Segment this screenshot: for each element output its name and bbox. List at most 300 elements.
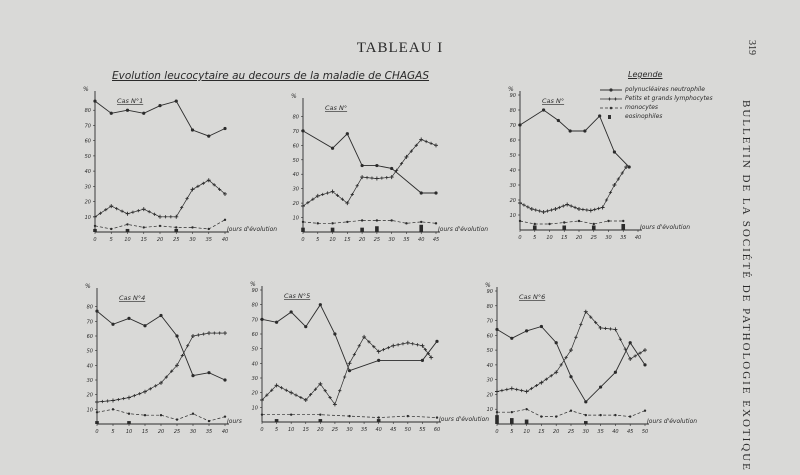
x-tick-label: 35 [403,237,410,243]
y-tick-label: 80 [251,302,258,309]
neutrophil-point [555,341,558,344]
y-tick-label: 60 [251,332,258,338]
lymphocyte-point [530,207,534,211]
lymphocyte-mark [558,206,561,209]
y-tick-label: 60 [486,333,493,340]
monocyte-point [224,415,226,417]
neutrophil-point [518,123,521,126]
x-tick-label: 30 [346,427,353,433]
lymphocyte-mark [638,351,641,354]
x-tick-label: 5 [316,237,320,243]
x-tick-label: 15 [140,237,147,243]
eosinophil-bar [174,229,178,232]
lymphocyte-point [628,357,632,361]
monocyte-point [390,219,392,221]
monocyte-point [175,226,177,228]
lymphocyte-mark [115,207,118,210]
lymphocyte-point [518,201,522,205]
x-tick-label: 10 [124,237,131,243]
lymphocyte-mark [285,389,288,392]
neutrophil-point [495,328,498,331]
chart-4 [85,283,242,435]
neutrophil-point [643,363,646,366]
y-unit-label: % [85,283,91,290]
neutrophil-point [111,323,114,326]
lymphocyte-point [111,399,115,403]
eosinophil-bar [275,419,279,422]
lymphocyte-mark [546,209,549,212]
lymphocyte-mark [106,399,109,402]
monocyte-point [144,414,146,416]
y-unit-label: % [83,86,89,93]
neutrophil-point [304,325,307,328]
monocyte-point [540,415,542,417]
monocyte-point [519,220,521,222]
chart-3 [508,86,690,241]
y-tick-label: 40 [251,361,258,368]
lymphocyte-mark [294,394,297,397]
neutrophil-point [420,191,423,194]
lymphocyte-mark [530,387,533,390]
y-tick-label: 60 [509,138,516,144]
x-tick-label: 20 [575,235,583,241]
y-tick-label: 70 [84,123,91,130]
y-tick-label: 50 [486,348,493,355]
lymphocyte-mark [338,389,341,392]
lymphocyte-point [95,400,99,404]
neutrophil-line [520,110,629,167]
x-tick-label: 35 [205,237,212,243]
chart-title: Cas N°6 [519,293,546,301]
lymphocyte-mark [550,208,553,211]
y-tick-label: 50 [86,348,93,355]
chart-title: Cas N° [542,97,565,105]
lymphocyte-mark [387,346,390,349]
lymphocyte-point [93,215,97,219]
y-tick-label: 20 [292,201,299,208]
monocyte-point [496,411,498,413]
monocyte-point [614,414,616,416]
neutrophil-point [223,127,226,130]
lymphocyte-point [126,212,130,216]
lymphocyte-point [348,361,352,365]
y-tick-label: 80 [509,108,516,114]
monocyte-point [361,219,363,221]
monocyte-point [607,220,609,222]
eosinophil-bar [584,421,588,424]
x-tick-label: 15 [538,429,545,435]
monocyte-point [208,228,210,230]
neutrophil-point [319,303,322,306]
neutrophil-point [207,135,210,138]
monocyte-point [143,226,145,228]
eosinophil-bar [419,225,423,232]
x-tick-label: 10 [546,235,553,241]
monocyte-point [96,411,98,413]
monocyte-point [224,219,226,221]
neutrophil-point [390,167,393,170]
neutrophil-point [95,309,98,312]
y-tick-label: 10 [509,213,516,219]
neutrophil-point [557,119,560,122]
lymphocyte-mark [213,331,216,334]
neutrophil-point [629,341,632,344]
y-tick-label: 30 [292,186,299,193]
y-unit-label: % [250,281,256,288]
lymphocyte-mark [573,206,576,209]
monocyte-point [176,418,178,420]
neutrophil-point [223,378,226,381]
y-tick-label: 60 [86,334,93,340]
lymphocyte-mark [429,142,432,145]
monocyte-point [191,226,193,228]
lymphocyte-point [613,327,617,331]
x-note-label: Jours d'évolution [227,226,278,233]
neutrophil-point [301,129,304,132]
x-tick-label: 0 [93,237,97,243]
monocyte-point [317,222,319,224]
lymphocyte-mark [131,211,134,214]
neutrophil-point [93,99,96,102]
lymphocyte-mark [149,387,152,390]
monocyte-point [290,413,292,415]
lymphocyte-mark [202,182,205,185]
y-tick-label: 20 [486,392,493,399]
eosinophil-bar [301,228,305,232]
lymphocyte-point [174,215,178,219]
y-tick-label: 70 [486,318,493,325]
neutrophil-point [377,359,380,362]
chart-1 [83,86,277,243]
monocyte-point [525,408,527,410]
lymphocyte-mark [137,209,140,212]
lymphocyte-mark [280,386,283,389]
eosinophil-bar [525,420,529,424]
x-tick-label: 50 [404,427,412,433]
neutrophil-point [421,359,424,362]
neutrophil-point [599,385,602,388]
lymphocyte-mark [358,344,361,347]
y-tick-label: 70 [86,319,93,326]
monocyte-point [376,219,378,221]
legend-label: monocytes [625,104,659,111]
x-tick-label: 20 [157,429,165,435]
page-number: 319 [746,40,757,55]
lymphocyte-line [95,180,225,217]
y-tick-label: 40 [86,363,93,370]
lymphocyte-mark [326,191,329,194]
lymphocyte-mark [522,203,525,206]
neutrophil-point [435,340,438,343]
x-note-label: Jours d'évolution [640,224,691,231]
neutrophil-point [583,129,586,132]
lymphocyte-mark [351,193,354,196]
lymphocyte-point [207,331,211,335]
y-tick-label: 10 [251,405,258,412]
x-tick-label: 30 [189,237,196,243]
lymphocyte-point [360,175,364,179]
x-tick-label: 10 [523,429,530,435]
lymphocyte-mark [604,327,607,330]
neutrophil-point [569,129,572,132]
y-tick-label: 50 [84,153,91,160]
x-tick-label: 40 [634,235,642,241]
lymphocyte-mark [370,176,373,179]
y-tick-label: 60 [292,143,299,150]
x-tick-label: 0 [495,429,499,435]
chart-2 [291,93,488,243]
lymphocyte-mark [574,336,577,339]
x-tick-label: 0 [260,427,264,433]
neutrophil-line [303,131,436,193]
lymphocyte-mark [526,205,529,208]
y-tick-label: 40 [84,169,91,176]
lymphocyte-mark [520,389,523,392]
y-tick-label: 20 [251,390,258,397]
monocyte-point [622,220,624,222]
eosinophil-bar [495,415,499,424]
x-tick-label: 5 [274,427,279,433]
monocyte-point [563,221,565,223]
x-tick-label: 30 [189,429,197,435]
lymphocyte-point [589,209,593,213]
monocyte-point [578,220,580,222]
lymphocyte-point [565,203,569,207]
monocyte-point [94,225,96,227]
eosinophil-bar [375,226,379,232]
monocyte-point [585,414,587,416]
monocyte-point [405,222,407,224]
x-tick-label: 60 [433,427,441,433]
lymphocyte-mark [397,343,400,346]
monocyte-point [126,223,128,225]
y-tick-label: 40 [292,172,299,179]
chart-6 [485,282,697,435]
lymphocyte-mark [343,375,346,378]
lymphocyte-mark [154,384,157,387]
lymphocyte-mark [148,210,151,213]
table-subtitle: Evolution leucocytaire au decours de la maladie de CHAGAS [112,70,430,82]
lymphocyte-mark [581,208,584,211]
lymphocyte-mark [605,198,608,201]
y-tick-label: 90 [251,288,258,294]
lymphocyte-point [525,389,529,393]
lymphocyte-mark [117,398,120,401]
lymphocyte-point [375,177,379,181]
monocyte-point [435,222,437,224]
x-note-label: Jours d'évolution [647,418,698,425]
eosinophil-bar [562,226,566,231]
monocyte-point [331,222,333,224]
neutrophil-point [361,164,364,167]
lymphocyte-point [142,207,146,211]
monocyte-point [436,416,438,418]
chart-title: Cas N° [325,104,348,112]
monocyte-point [593,223,595,225]
lymphocyte-mark [380,176,383,179]
y-tick-label: 70 [509,123,516,129]
x-tick-label: 25 [567,429,575,435]
lymphocyte-mark [579,323,582,326]
lymphocyte-mark [535,384,538,387]
x-tick-label: 45 [627,429,634,435]
monocyte-point [599,414,601,416]
lymphocyte-mark [365,176,368,179]
x-tick-label: 40 [221,237,229,243]
y-tick-label: 20 [84,199,91,206]
lymphocyte-point [542,210,546,214]
neutrophil-line [497,327,645,402]
monocyte-point [302,221,304,223]
monocyte-point [407,415,409,417]
y-tick-label: 10 [84,214,91,221]
eosinophil-bar [621,224,625,230]
lymphocyte-mark [425,140,428,143]
lymphocyte-mark [299,396,302,399]
neutrophil-point [175,99,178,102]
neutrophil-point [525,329,528,332]
lymphocyte-mark [122,397,125,400]
x-tick-label: 20 [358,237,366,243]
lymphocyte-mark [382,348,385,351]
lymphocyte-mark [181,354,184,357]
y-tick-label: 80 [292,114,299,121]
x-tick-label: 15 [302,427,309,433]
x-tick-label: 20 [553,429,560,435]
y-tick-label: 30 [486,377,493,384]
x-tick-label: 20 [317,427,324,433]
lymphocyte-point [289,391,293,395]
lymphocyte-mark [153,213,156,216]
lymphocyte-mark [609,191,612,194]
y-tick-label: 30 [84,184,91,191]
x-tick-label: 0 [518,235,522,241]
neutrophil-line [262,305,437,371]
monocyte-point [555,415,557,417]
x-tick-label: 0 [95,429,99,435]
neutrophil-point [569,375,572,378]
lymphocyte-mark [634,354,637,357]
x-tick-label: 10 [125,429,133,435]
eosinophil-bar [510,418,514,424]
lymphocyte-mark [505,388,508,391]
x-tick-label: 50 [641,429,649,435]
x-tick-label: 5 [109,237,113,243]
monocyte-point [192,413,194,415]
lymphocyte-mark [515,388,518,391]
y-unit-label: % [508,86,514,93]
chart-title: Cas N°5 [284,292,311,300]
eosinophil-bar [319,419,323,422]
neutrophil-point [434,191,437,194]
x-note-label: Jours [227,418,242,425]
neutrophil-point [598,114,601,117]
x-tick-label: 40 [612,429,619,435]
monocyte-point [348,415,350,417]
lymphocyte-point [301,204,305,208]
lymphocyte-point [223,331,227,335]
lymphocyte-point [495,389,499,393]
neutrophil-point [510,337,513,340]
lymphocyte-mark [500,389,503,392]
neutrophil-point [158,104,161,107]
neutrophil-point [613,150,616,153]
x-tick-label: 35 [205,429,213,435]
lymphocyte-mark [138,392,141,395]
lymphocyte-point [143,390,147,394]
lymphocyte-mark [416,343,419,346]
y-tick-label: 40 [486,362,493,369]
y-tick-label: 10 [86,407,93,414]
x-tick-label: 15 [344,237,351,243]
lymphocyte-point [643,348,647,352]
x-tick-label: 30 [582,429,589,435]
x-tick-label: 35 [620,235,627,241]
legend-label: eosinophiles [625,113,663,120]
neutrophil-point [191,128,194,131]
x-tick-label: 10 [329,237,336,243]
y-tick-label: 10 [292,215,299,222]
lymphocyte-point [434,143,438,147]
lymphocyte-mark [597,207,600,210]
lymphocyte-mark [401,342,404,345]
x-tick-label: 15 [561,235,568,241]
lymphocyte-mark [538,209,541,212]
monocyte-line [303,220,436,223]
lymphocyte-mark [169,215,172,218]
lymphocyte-mark [196,185,199,188]
lymphocyte-point [569,348,573,352]
eosinophil-bar [126,229,130,232]
lymphocyte-point [158,215,162,219]
y-tick-label: 70 [251,317,258,324]
x-tick-label: 5 [510,429,514,435]
lymphocyte-mark [185,197,188,200]
lymphocyte-line [97,333,225,402]
lymphocyte-mark [218,331,221,334]
x-tick-label: 35 [360,427,368,433]
eosinophil-bar [127,421,131,424]
lymphocyte-mark [321,193,324,196]
lymphocyte-point [406,341,410,345]
x-tick-label: 25 [173,237,180,243]
lymphocyte-point [109,204,113,208]
x-tick-label: 25 [590,235,597,241]
lymphocyte-mark [120,210,123,213]
eosinophil-bar [331,228,335,232]
y-tick-label: 50 [251,346,258,353]
neutrophil-point [614,371,617,374]
monocyte-point [629,415,631,417]
lymphocyte-point [577,207,581,211]
neutrophil-line [97,311,225,380]
monocyte-point [208,420,210,422]
journal-title: BULLETIN DE LA SOCIÉTÉ DE PATHOLOGIE EXOTIQUE [740,100,752,472]
monocyte-point [548,223,550,225]
lymphocyte-point [127,396,131,400]
chart-title: Cas N°1 [117,97,144,105]
neutrophil-point [542,108,545,111]
monocyte-point [534,223,536,225]
chart-title: Cas N°4 [119,294,146,302]
x-tick-label: 25 [173,429,181,435]
x-note-label: Jours d'évolution [439,416,490,423]
neutrophil-point [142,112,145,115]
monocyte-point [110,228,112,230]
lymphocyte-mark [353,353,356,356]
x-tick-label: 30 [605,235,612,241]
lymphocyte-mark [180,206,183,209]
